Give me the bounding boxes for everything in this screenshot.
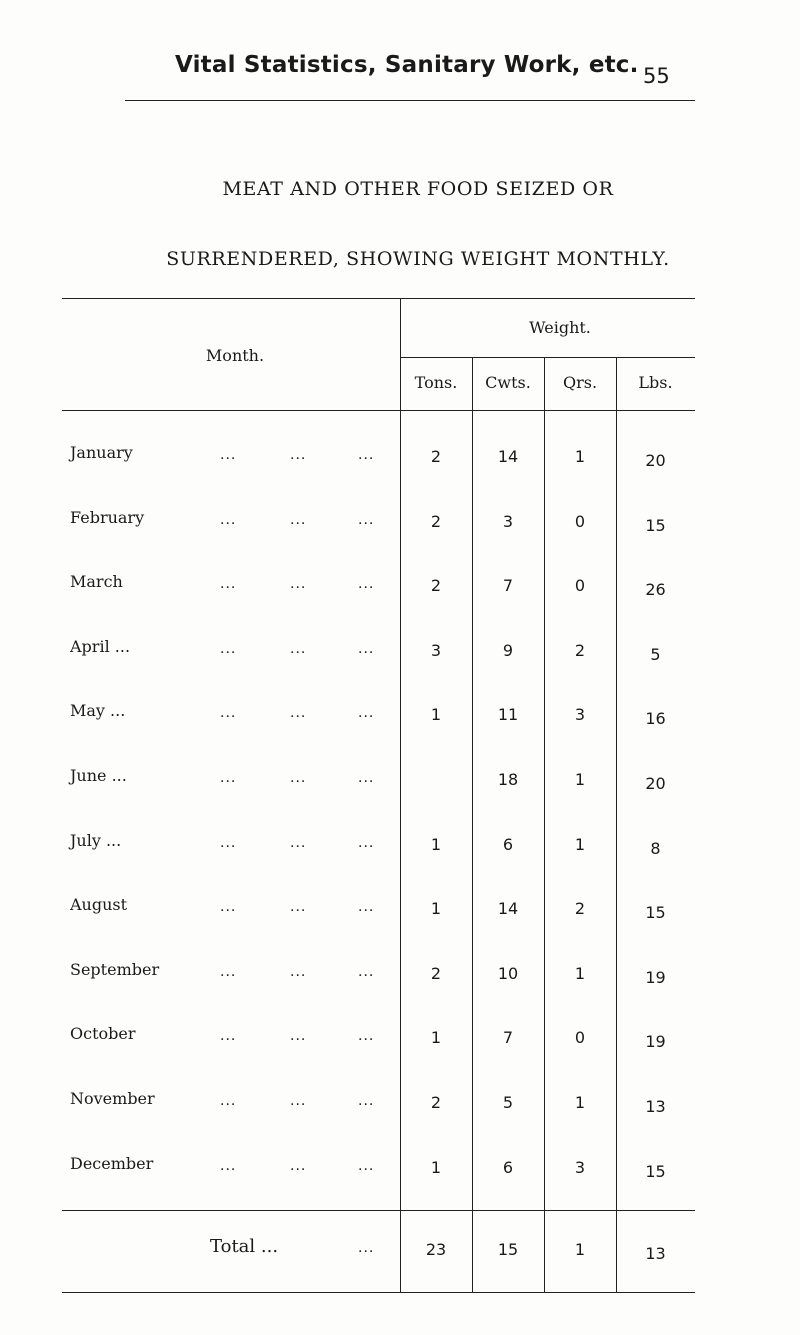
leader-dots: ...	[290, 705, 307, 721]
tons-cell: 1	[430, 1158, 442, 1177]
leader-dots: ...	[290, 899, 307, 915]
table-title-line-1: MEAT AND OTHER FOOD SEIZED OR	[222, 178, 614, 200]
qrs-column-divider	[616, 357, 617, 1292]
cwts-header: Cwts.	[485, 373, 531, 392]
cwts-column-divider	[544, 357, 545, 1292]
leader-dots: ...	[358, 705, 375, 721]
lbs-cell: 19	[645, 1032, 666, 1051]
weight-header-rule	[400, 357, 695, 358]
month-label: November	[70, 1089, 155, 1108]
lbs-cell: 8	[650, 839, 661, 858]
leader-dots: ...	[220, 1028, 237, 1044]
lbs-cell: 26	[645, 580, 666, 599]
lbs-cell: 13	[645, 1097, 666, 1116]
month-label: June ...	[70, 766, 127, 785]
leader-dots: ...	[290, 1093, 307, 1109]
month-label: August	[70, 895, 128, 914]
month-label: December	[70, 1154, 154, 1173]
total-cwts: 15	[497, 1240, 519, 1259]
tons-cell: 1	[430, 899, 442, 918]
tons-cell: 1	[430, 1028, 442, 1047]
qrs-cell: 1	[574, 770, 586, 789]
leader-dots: ...	[220, 770, 237, 786]
total-lbs: 13	[645, 1244, 666, 1263]
lbs-cell: 16	[645, 709, 666, 728]
tons-cell: 2	[430, 576, 442, 595]
month-label: March	[70, 572, 123, 591]
qrs-cell: 3	[574, 705, 586, 724]
cwts-cell: 10	[497, 964, 519, 983]
leader-dots: ...	[358, 576, 375, 592]
total-leader: ...	[358, 1240, 375, 1256]
running-head: Vital Statistics, Sanitary Work, etc.	[175, 52, 639, 78]
leader-dots: ...	[220, 899, 237, 915]
leader-dots: ...	[220, 576, 237, 592]
leader-dots: ...	[358, 1093, 375, 1109]
table-bottom-rule	[62, 1292, 695, 1293]
qrs-cell: 1	[574, 1093, 586, 1112]
total-tons: 23	[425, 1240, 447, 1259]
tons-cell: 1	[430, 705, 442, 724]
leader-dots: ...	[290, 835, 307, 851]
qrs-cell: 3	[574, 1158, 586, 1177]
total-label: Total ...	[210, 1236, 279, 1257]
tons-cell: 2	[430, 447, 442, 466]
leader-dots: ...	[220, 512, 237, 528]
tons-cell: 2	[430, 964, 442, 983]
cwts-cell: 5	[502, 1093, 514, 1112]
table-top-rule	[62, 298, 695, 299]
total-top-rule	[62, 1210, 695, 1211]
qrs-cell: 1	[574, 447, 586, 466]
cwts-cell: 6	[502, 1158, 514, 1177]
leader-dots: ...	[220, 705, 237, 721]
lbs-cell: 5	[650, 645, 661, 664]
leader-dots: ...	[220, 1158, 237, 1174]
month-label: September	[70, 960, 160, 979]
month-header: Month.	[205, 346, 265, 365]
lbs-cell: 20	[645, 451, 666, 470]
leader-dots: ...	[220, 641, 237, 657]
leader-dots: ...	[358, 835, 375, 851]
qrs-header: Qrs.	[562, 373, 598, 392]
leader-dots: ...	[358, 641, 375, 657]
tons-column-divider	[472, 357, 473, 1292]
leader-dots: ...	[358, 899, 375, 915]
leader-dots: ...	[290, 512, 307, 528]
qrs-cell: 2	[574, 899, 586, 918]
tons-cell: 2	[430, 512, 442, 531]
leader-dots: ...	[220, 1093, 237, 1109]
total-qrs: 1	[574, 1240, 586, 1259]
qrs-cell: 0	[574, 1028, 586, 1047]
cwts-cell: 3	[502, 512, 514, 531]
lbs-cell: 15	[645, 516, 666, 535]
page-number: 55	[643, 64, 670, 88]
qrs-cell: 0	[574, 512, 586, 531]
leader-dots: ...	[358, 964, 375, 980]
leader-dots: ...	[358, 1028, 375, 1044]
cwts-cell: 6	[502, 835, 514, 854]
cwts-cell: 11	[497, 705, 519, 724]
cwts-cell: 14	[497, 447, 519, 466]
cwts-cell: 18	[497, 770, 519, 789]
lbs-cell: 15	[645, 1162, 666, 1181]
lbs-cell: 19	[645, 968, 666, 987]
month-label: October	[70, 1024, 136, 1043]
lbs-cell: 15	[645, 903, 666, 922]
lbs-cell: 20	[645, 774, 666, 793]
leader-dots: ...	[220, 447, 237, 463]
leader-dots: ...	[220, 835, 237, 851]
cwts-cell: 7	[502, 1028, 514, 1047]
leader-dots: ...	[290, 964, 307, 980]
leader-dots: ...	[290, 770, 307, 786]
qrs-cell: 1	[574, 835, 586, 854]
column-header-rule	[62, 410, 695, 411]
leader-dots: ...	[358, 770, 375, 786]
cwts-cell: 14	[497, 899, 519, 918]
cwts-cell: 9	[502, 641, 514, 660]
leader-dots: ...	[358, 1158, 375, 1174]
leader-dots: ...	[358, 512, 375, 528]
month-label: April ...	[70, 637, 131, 656]
weight-header: Weight.	[529, 318, 591, 337]
qrs-cell: 2	[574, 641, 586, 660]
leader-dots: ...	[358, 447, 375, 463]
qrs-cell: 0	[574, 576, 586, 595]
leader-dots: ...	[290, 447, 307, 463]
tons-cell: 1	[430, 835, 442, 854]
tons-cell: 3	[430, 641, 442, 660]
lbs-header: Lbs.	[638, 373, 673, 392]
month-label: February	[70, 508, 145, 527]
leader-dots: ...	[290, 576, 307, 592]
table-title-line-2: SURRENDERED, SHOWING WEIGHT MONTHLY.	[166, 248, 670, 270]
month-label: May ...	[70, 701, 126, 720]
leader-dots: ...	[220, 964, 237, 980]
qrs-cell: 1	[574, 964, 586, 983]
leader-dots: ...	[290, 1028, 307, 1044]
month-label: January	[70, 443, 133, 462]
leader-dots: ...	[290, 641, 307, 657]
tons-header: Tons.	[414, 373, 458, 392]
tons-cell: 2	[430, 1093, 442, 1112]
leader-dots: ...	[290, 1158, 307, 1174]
month-label: July ...	[70, 831, 122, 850]
cwts-cell: 7	[502, 576, 514, 595]
